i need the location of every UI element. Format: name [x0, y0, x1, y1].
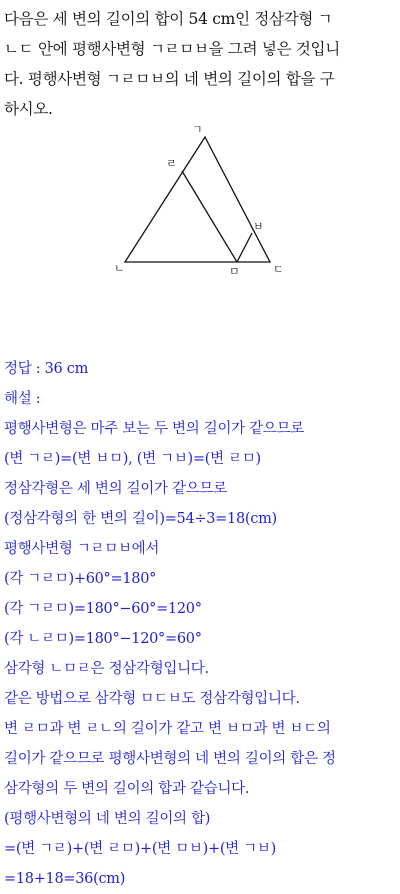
- solution-line: 정삼각형은 세 변의 길이가 같으므로: [4, 481, 227, 497]
- solution-line: (평행사변형의 네 변의 길이의 합): [4, 811, 211, 827]
- vertex-label-bottom-mid: ㅁ: [229, 265, 240, 278]
- solution-text: [4, 354, 396, 894]
- solution-line: =18+18=36(cm): [4, 871, 126, 887]
- vertex-label-bottom-right: ㄷ: [273, 263, 284, 276]
- solution-line: 평행사변형은 마주 보는 두 변의 길이가 같으므로: [4, 421, 304, 437]
- question-line: 다음은 세 변의 길이의 합이 54 cm인 정삼각형 ㄱ: [4, 10, 333, 28]
- parallelogram-side-left: [182, 171, 237, 262]
- solution-line: 같은 방법으로 삼각형 ㅁㄷㅂ도 정삼각형입니다.: [4, 691, 300, 707]
- question-line: 하시오.: [4, 100, 53, 118]
- question-line: ㄴㄷ 안에 평행사변형 ㄱㄹㅁㅂ을 그려 넣은 것입니: [4, 40, 340, 58]
- question-line: 다. 평행사변형 ㄱㄹㅁㅂ의 네 변의 길이의 합을 구: [4, 70, 335, 88]
- equilateral-triangle: [125, 137, 270, 262]
- vertex-label-left-side: ㄹ: [166, 157, 177, 170]
- vertex-label-bottom-left: ㄴ: [114, 262, 125, 275]
- solution-line: (각 ㄱㄹㅁ)=180°−60°=120°: [4, 601, 202, 617]
- vertex-label-top: ㄱ: [192, 123, 203, 136]
- parallelogram-side-right: [237, 233, 252, 262]
- solution-line: (정삼각형의 한 변의 길이)=54÷3=18(cm): [4, 511, 277, 527]
- solution-line: (각 ㄱㄹㅁ)+60°=180°: [4, 571, 157, 587]
- answer-line: 정답 : 36 cm: [4, 361, 89, 377]
- triangle-figure: [110, 120, 300, 280]
- solution-line: 삼각형 ㄴㅁㄹ은 정삼각형입니다.: [4, 661, 209, 677]
- solution-line: 평행사변형 ㄱㄹㅁㅂ에서: [4, 541, 160, 557]
- solution-line: (각 ㄴㄹㅁ)=180°−120°=60°: [4, 631, 202, 647]
- solution-line: 변 ㄹㅁ과 변 ㄹㄴ의 길이가 같고 변 ㅂㅁ과 변 ㅂㄷ의: [4, 721, 331, 737]
- question-text: [4, 4, 396, 124]
- explanation-heading: 해설 :: [4, 391, 41, 407]
- solution-line: =(변 ㄱㄹ)+(변 ㄹㅁ)+(변 ㅁㅂ)+(변 ㄱㅂ): [4, 841, 276, 857]
- solution-line: (변 ㄱㄹ)=(변 ㅂㅁ), (변 ㄱㅂ)=(변 ㄹㅁ): [4, 451, 261, 467]
- solution-line: 길이가 같으므로 평행사변형의 네 변의 길이의 합은 정: [4, 751, 336, 767]
- solution-line: 삼각형의 두 변의 길이의 합과 같습니다.: [4, 781, 250, 797]
- vertex-label-right-side: ㅂ: [253, 220, 264, 233]
